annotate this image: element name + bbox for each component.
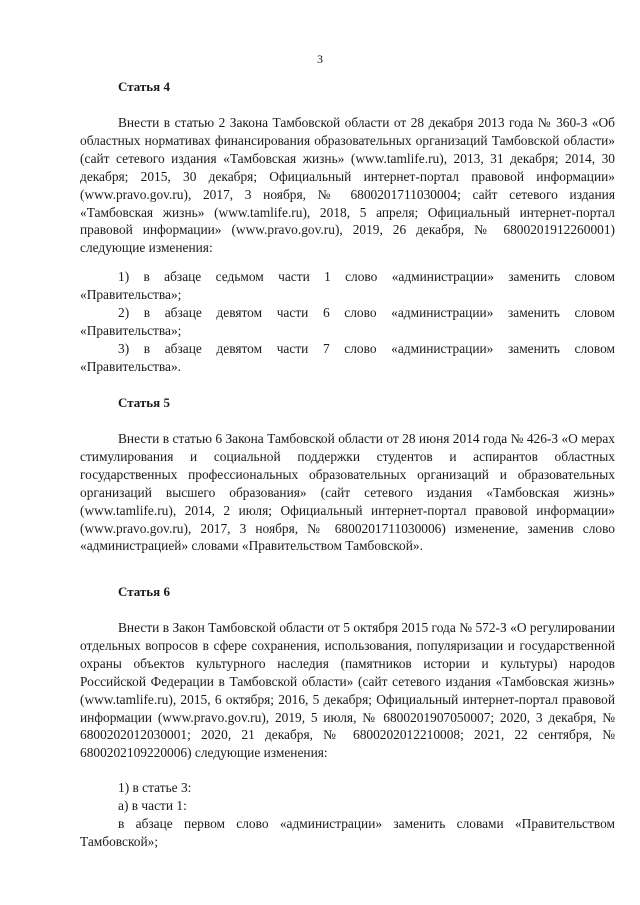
article-6-heading: Статья 6 — [118, 584, 170, 599]
article-4-intro: Внести в статью 2 Закона Тамбовской области от 28 декабря 2013 года № 360-З «Об областных нормативах финансирования образовательных организаций Тамбовской области» (сайт сетевого издания «Тамбовская жизнь» (www.tamlife.ru), 2013, 31 декабря; 2014, 30 декабря; 2015, 30 декабря; Официальный интернет-портал правовой информации» (www.pravo.gov.ru), 2017, 3 ноября, № 6800201711030004; сайт сетевого издания «Тамбовская жизнь» (www.tamlife.ru), 2018, 5 апреля; Официальный интернет-портал правовой информации» (www.pravo.gov.ru), 2019, 26 декабря, № 6800201912260001) следующие изменения: — [80, 115, 615, 256]
article-4-item-1: 1) в абзаце седьмом части 1 слово «администрации» заменить словом «Правительства»; — [80, 269, 615, 302]
article-5-text: Внести в статью 6 Закона Тамбовской области от 28 июня 2014 года № 426-З «О мерах стимулирования и социальной поддержки студентов и аспирантов областных государственных профессиональных образовательных организаций и образовательных организаций высшего образования» (сайт сетевого издания «Тамбовская жизнь» (www.tamlife.ru), 2014, 2 июля; Официальный интернет-портал правовой информации» (www.pravo.gov.ru), 2017, 3 ноября, № 6800201711030006) изменение, заменив слово «администрацией» словами «Правительством Тамбовской». — [80, 431, 615, 554]
article-6-item-1: 1) в статье 3: — [118, 780, 192, 795]
article-6-intro: Внести в Закон Тамбовской области от 5 октября 2015 года № 572-З «О регулировании отдельных вопросов в сфере сохранения, использования, популяризации и государственной охраны объектов культурного наследия (памятников истории и культуры) народов Российской Федерации в Тамбовской области» (сайт сетевого издания «Тамбовская жизнь» (www.tamlife.ru), 2015, 6 октября; 2016, 5 декабря; Официальный интернет-портал правовой информации (www.pravo.gov.ru), 2019, 5 июля, № 6800201907050007; 2020, 3 декабря, № 6800202012030001; 2020, 21 декабря, № 6800202012210008; 2021, 22 сентября, № 6800202109220006) следующие изменения: — [80, 620, 615, 761]
article-4-heading: Статья 4 — [118, 79, 170, 94]
article-6-last: в абзаце первом слово «администрации» заменить словами «Правительством Тамбовской»; — [80, 816, 615, 849]
article-6-sub-a: а) в части 1: — [118, 798, 187, 813]
article-5-heading: Статья 5 — [118, 395, 170, 410]
article-4-item-3: 3) в абзаце девятом части 7 слово «администрации» заменить словом «Правительства». — [80, 341, 615, 374]
page-number: 3 — [317, 52, 323, 66]
article-4-item-2: 2) в абзаце девятом части 6 слово «администрации» заменить словом «Правительства»; — [80, 305, 615, 338]
